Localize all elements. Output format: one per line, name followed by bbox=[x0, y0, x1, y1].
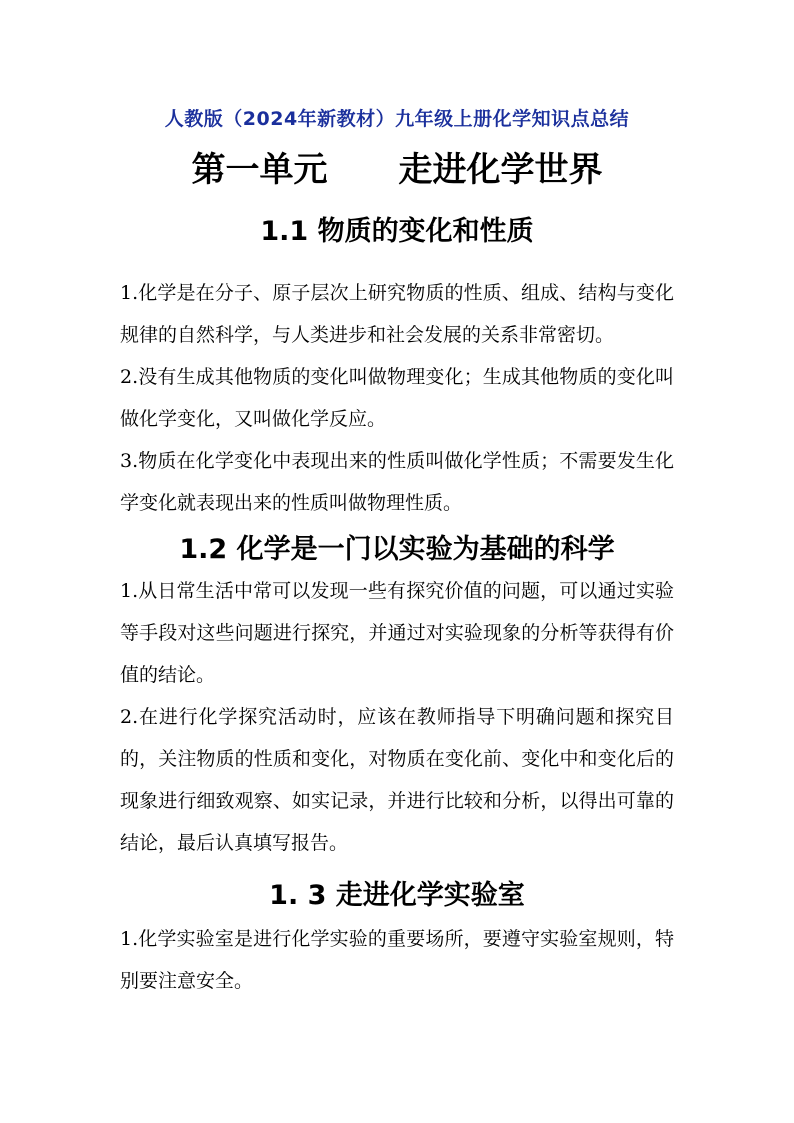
paragraph: 1.从日常生活中常可以发现一些有探究价值的问题，可以通过实验等手段对这些问题进行探究，并通过对实验现象的分析等获得有价值的结论。 bbox=[120, 580, 674, 686]
section-1-1-body bbox=[120, 272, 674, 524]
section-heading-1-2: 1.2 化学是一门以实验为基础的科学 bbox=[179, 534, 615, 565]
section-1-2-body bbox=[120, 570, 674, 864]
paragraph: 2.没有生成其他物质的变化叫做物理变化；生成其他物质的变化叫做化学变化，又叫做化学反应。 bbox=[120, 366, 674, 430]
document-title: 人教版（2024年新教材）九年级上册化学知识点总结 bbox=[164, 108, 630, 130]
unit-title: 第一单元 走进化学世界 bbox=[191, 150, 603, 190]
paragraph: 1.化学实验室是进行化学实验的重要场所，要遵守实验室规则，特别要注意安全。 bbox=[120, 928, 674, 992]
section-heading-1-1: 1.1 物质的变化和性质 bbox=[260, 216, 534, 247]
section-1-3-body bbox=[120, 918, 674, 1002]
paragraph: 1.化学是在分子、原子层次上研究物质的性质、组成、结构与变化规律的自然科学，与人类进步和社会发展的关系非常密切。 bbox=[120, 282, 674, 346]
paragraph: 2.在进行化学探究活动时，应该在教师指导下明确问题和探究目的，关注物质的性质和变化，对物质在变化前、变化中和变化后的现象进行细致观察、如实记录，并进行比较和分析，以得出可靠的结论，最后认真填写报告。 bbox=[120, 706, 674, 854]
paragraph: 3.物质在化学变化中表现出来的性质叫做化学性质；不需要发生化学变化就表现出来的性质叫做物理性质。 bbox=[120, 450, 674, 514]
section-heading-1-3: 1. 3 走进化学实验室 bbox=[269, 880, 525, 911]
